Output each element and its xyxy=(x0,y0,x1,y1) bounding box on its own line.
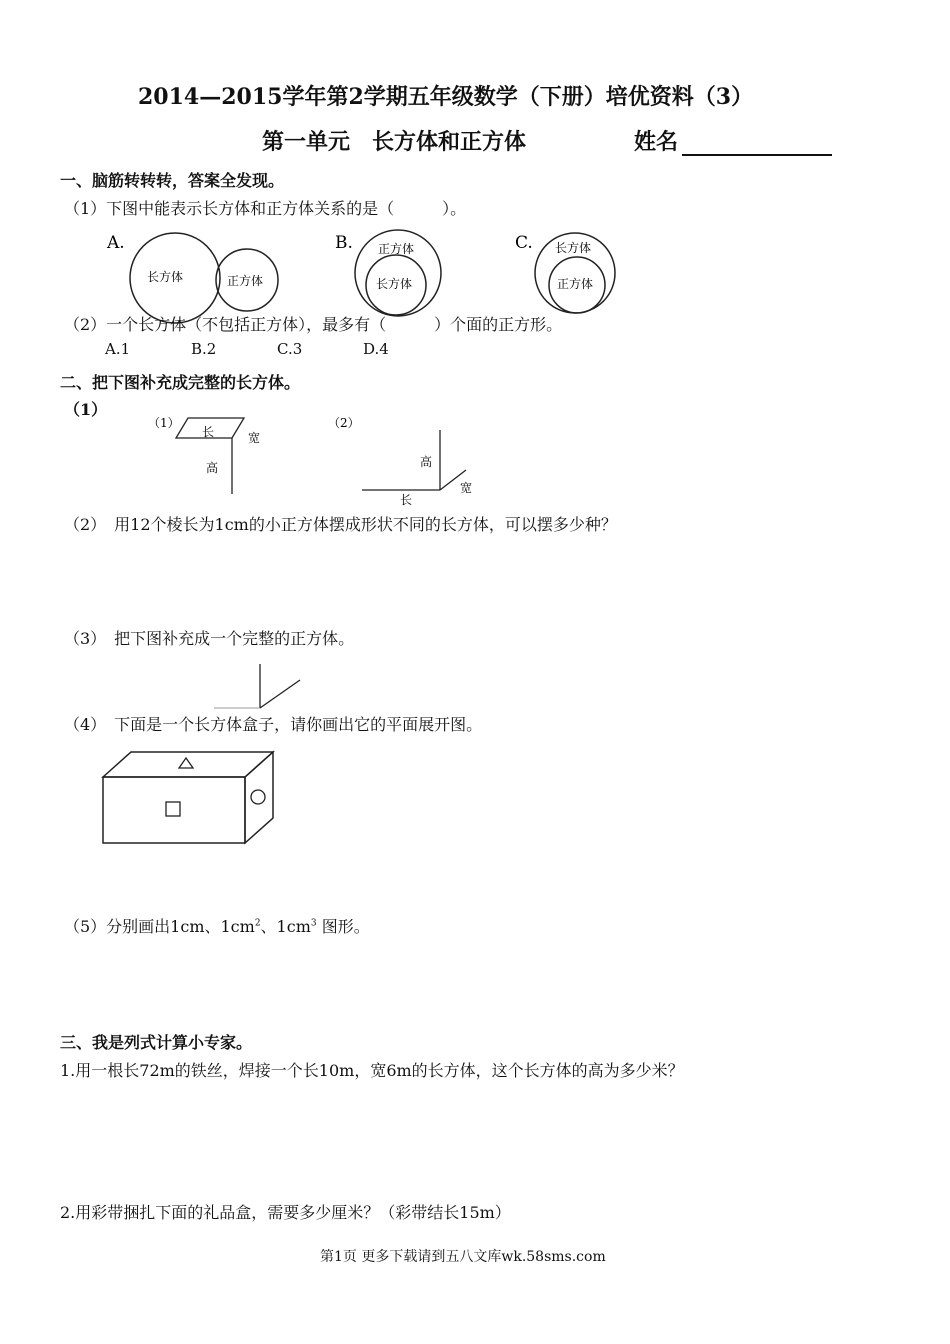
page-footer: 第1页 更多下载请到五八文库wk.58sms.com xyxy=(320,1249,606,1265)
fig1-length-label: 长 xyxy=(202,425,215,439)
fig1-width-label: 宽 xyxy=(248,431,261,445)
s3-problem-2: 2.用彩带捆扎下面的礼品盒，需要多少厘米？（彩带结长15m） xyxy=(60,1203,511,1222)
figure-a-letter: A. xyxy=(107,233,125,253)
circle-mark xyxy=(251,790,265,804)
option-c: C.3 xyxy=(277,340,303,358)
fig2-width-label: 宽 xyxy=(460,481,473,495)
s1-question-2: （2）一个长方体（不包括正方体），最多有（ ）个面的正方形。 xyxy=(64,315,563,334)
s2-question-5 xyxy=(64,914,370,937)
cuboid-edge-figures xyxy=(140,410,500,510)
option-b: B.2 xyxy=(191,340,217,358)
fig2-number: （2） xyxy=(328,416,360,430)
name-blank[interactable] xyxy=(682,132,832,156)
fig2-length-label: 长 xyxy=(400,493,413,507)
figure-b-outer-label: 正方体 xyxy=(378,242,415,256)
s2-question-4: （4） 下面是一个长方体盒子，请你画出它的平面展开图。 xyxy=(64,715,483,734)
cube-diagonal-edge xyxy=(260,680,300,708)
figure-b-letter: B. xyxy=(335,233,353,253)
figure-a-right-label: 正方体 xyxy=(227,274,264,288)
fig1-height-label: 高 xyxy=(206,461,219,475)
figure-c-outer-label: 长方体 xyxy=(555,241,592,255)
unit-subtitle: 第一单元 长方体和正方体 xyxy=(262,129,527,155)
fig1-number: （1） xyxy=(148,416,180,430)
figure-a-left-label: 长方体 xyxy=(147,270,184,284)
figure-c-inner-label: 正方体 xyxy=(557,277,594,291)
option-a: A.1 xyxy=(105,340,131,358)
box-side-face xyxy=(245,752,273,843)
s1-question-1: （1）下图中能表示长方体和正方体关系的是（ ）。 xyxy=(64,199,467,218)
q5-cube-sup: 3 xyxy=(310,918,317,929)
square-mark xyxy=(166,802,180,816)
name-label: 姓名 xyxy=(634,129,679,155)
option-d: D.4 xyxy=(363,340,389,358)
figure-c-letter: C. xyxy=(515,233,533,253)
q5-suffix: 图形。 xyxy=(316,917,370,936)
name-field[interactable] xyxy=(634,125,832,156)
section-2-heading: 二、把下图补充成完整的长方体。 xyxy=(60,373,301,392)
q5-mid: 、1cm xyxy=(260,917,311,936)
q5-prefix: （5）分别画出1cm、1cm xyxy=(64,917,255,936)
page-title: 2014—2015学年第2学期五年级数学（下册）培优资料（3） xyxy=(138,84,754,110)
s3-problem-1: 1.用一根长72m的铁丝，焊接一个长10m，宽6m的长方体，这个长方体的高为多少米？ xyxy=(60,1061,684,1080)
s2-question-2: （2） 用12个棱长为1cm的小正方体摆成形状不同的长方体，可以摆多少种？ xyxy=(64,515,617,534)
section-1-heading: 一、脑筋转转转，答案全发现。 xyxy=(60,171,285,190)
cube-edge-figure xyxy=(200,660,320,710)
box-front-face xyxy=(103,777,245,843)
s2-question-1-label: （1） xyxy=(64,400,108,419)
triangle-mark xyxy=(179,758,193,768)
box-top-face xyxy=(103,752,273,777)
section-3-heading: 三、我是列式计算小专家。 xyxy=(60,1033,253,1052)
box-figure xyxy=(95,740,285,850)
fig2-height-label: 高 xyxy=(420,455,433,469)
q5-square-sup: 2 xyxy=(254,918,261,929)
figure-b-inner-label: 长方体 xyxy=(376,277,413,291)
s2-question-3: （3） 把下图补充成一个完整的正方体。 xyxy=(64,629,355,648)
